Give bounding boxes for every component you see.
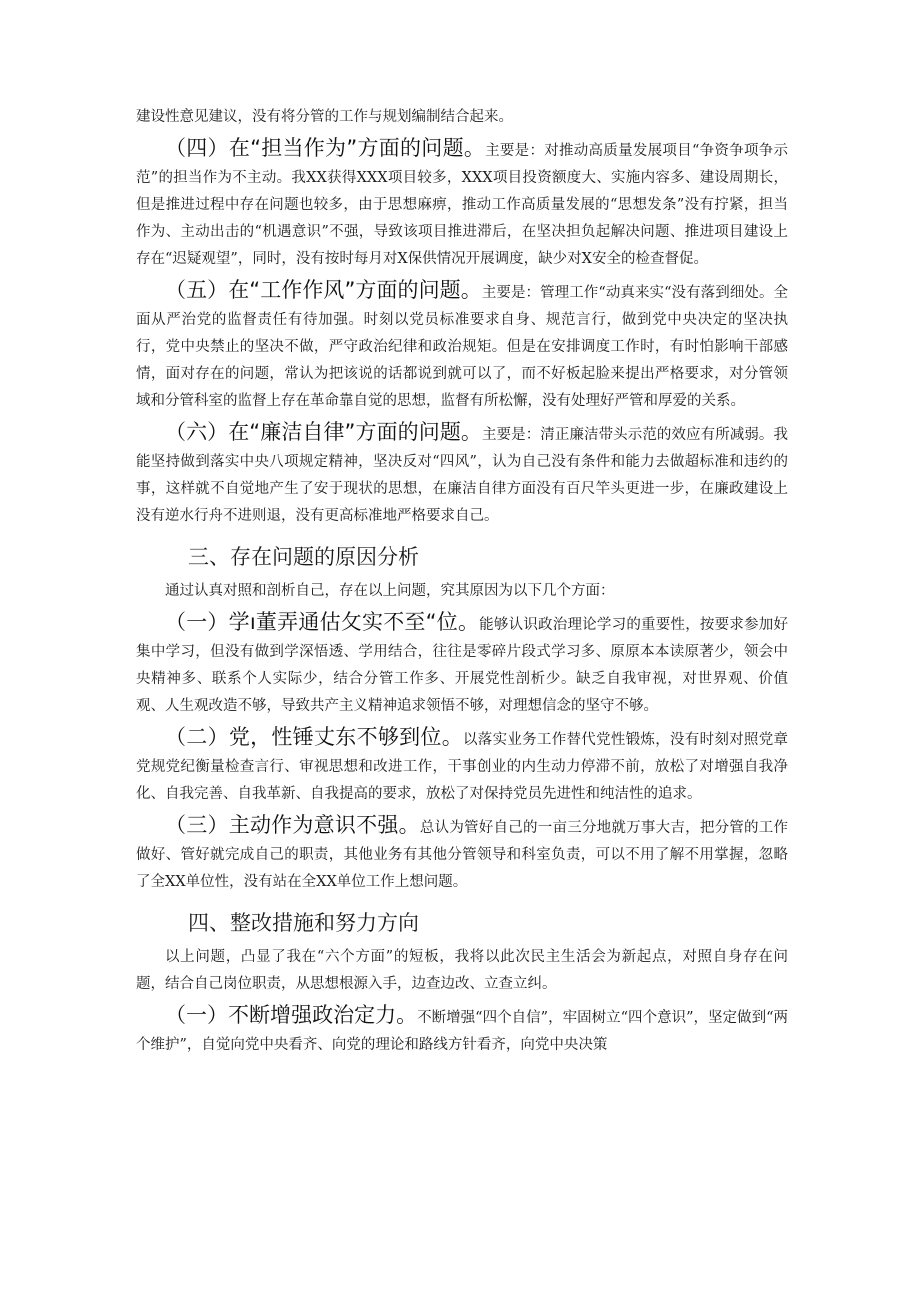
section-4-intro: 以上问题，凸显了我在“六个方面”的短板，我将以此次民主生活会为新起点，对照自身存在问题，结合自己岗位职责，从思想根源入手，边查边改、立查立纠。 (136, 949, 788, 992)
document-body (136, 104, 788, 1059)
problem-heading-6: （六）在“廉洁自律”方面的问题。 (165, 420, 482, 444)
cause-paragraph-3 (136, 812, 788, 896)
problem-paragraph-4 (136, 135, 788, 273)
continuation-paragraph: 建设性意见建议，没有将分管的工作与规划编制结合起来。 (136, 109, 513, 125)
cause-text-3: 总认为管好自己的一亩三分地就万事大吉，把分管的工作做好、管好就完成自己的职责，其他业务有其他分管领导和科室负责，可以不用了解不用掌握，忽略了全XX单位性，没有站在全XX单位工作上想问题。 (136, 820, 789, 890)
problem-label-5: 主要是： (481, 285, 541, 301)
problem-heading-4: （四）在“担当作为”方面的问题。 (165, 136, 486, 160)
cause-text-2: 以落实业务工作替代党性锻炼，没有时刻对照党章党规党纪衡量检查言行、审视思想和改进工作，干事创业的内生动力停滞不前，放松了对增强自我净化、自我完善、自我革新、自我提高的要求，放松了对保持党员先进性和纯洁性的追求。 (136, 732, 788, 802)
problem-label-6: 主要是： (481, 427, 541, 443)
cause-text-1: 能够认识政治理论学习的重要性，按要求参加好集中学习，但没有做到学深悟透、学用结合，往往是零碎片段式学习多、原原本本读原著少，领会中央精神多、联系个人实际少，结合分管工作多、开展党性剖析少。缺乏自我审视，对世界观、价值观、人生观改造不够，导致共产主义精神追求领悟不够，对理想信念的坚守不够。 (136, 617, 788, 714)
measure-heading-1: （一）不断增强政治定力。 (165, 1003, 418, 1027)
cause-paragraph-2 (136, 724, 788, 808)
cause-heading-3: （三）主动作为意识不强。 (165, 813, 420, 837)
problem-paragraph-5 (136, 277, 788, 415)
problem-paragraph-6 (136, 419, 788, 530)
problem-text-6: 清正廉洁带头示范的效应有所减弱。我能坚持做到落实中央八项规定精神，坚决反对“四风”，认为自己没有条件和能力去做超标准和违约的事，这样就不自觉地产生了安于现状的思想，在廉洁自律方面没有百尺竿头更进一步，在廉政建设上没有逆水行舟不进则退，没有更高标准地严格要求自己。 (136, 427, 789, 524)
cause-heading-1: （一）学ı董弄通估攵实不至“位。 (165, 610, 480, 634)
section-3-intro: 通过认真对照和剖析自己，存在以上问题，究其原因为以下几个方面： (165, 583, 615, 599)
cause-heading-2: （二）党，性锤丈东不够到位。 (165, 725, 463, 749)
measure-text-1: 不断增强“四个自信”，牢固树立“四个意识”，坚定做到“两个维护”，自觉向党中央看齐、向党的理论和路线方针看齐，向党中央决策 (136, 1010, 789, 1053)
section-3-title: 三、存在问题的原因分析 (188, 545, 419, 569)
problem-text-5: 管理工作“动真来实“没有落到细处。全面从严治党的监督责任有待加强。时刻以党员标准要求自身、规范言行，做到党中央决定的坚决执行，党中央禁止的坚决不做，严守政治纪律和政治规矩。但是在安排调度工作时，有时怕影响干部感情，面对存在的问题，常认为把该说的话都说到就可以了，而不好板起脸来提出严格要求，对分管领域和分管科室的监督上存在革命靠自觉的思想，监督有所松懈，没有处理好严管和厚爱的关系。 (136, 285, 789, 409)
problem-label-4: 主要是： (485, 143, 545, 159)
section-4-title: 四、整改措施和努力方向 (188, 911, 419, 935)
problem-heading-5: （五）在“工作作风”方面的问题。 (165, 278, 482, 302)
measure-paragraph-1 (136, 1002, 788, 1059)
problem-text-4: 对推动高质量发展项目“争资争项争示范”的担当作为不主动。我XX获得XXX项目较多，XXX项目投资额度大、实施内容多、建设周期长，但是推进过程中存在问题也较多，由于思想麻痹，推动工作高质量发展的“思想发条”没有拧紧，担当作为、主动出击的“机遇意识”不强，导致该项目推进滞后，在坚决担负起解决问题、推进项目建设上存在“迟疑观望”，同时，没有按时每月对X保供情况开展调度，缺少对X安全的检查督促。 (136, 143, 788, 267)
cause-paragraph-1 (136, 609, 788, 720)
